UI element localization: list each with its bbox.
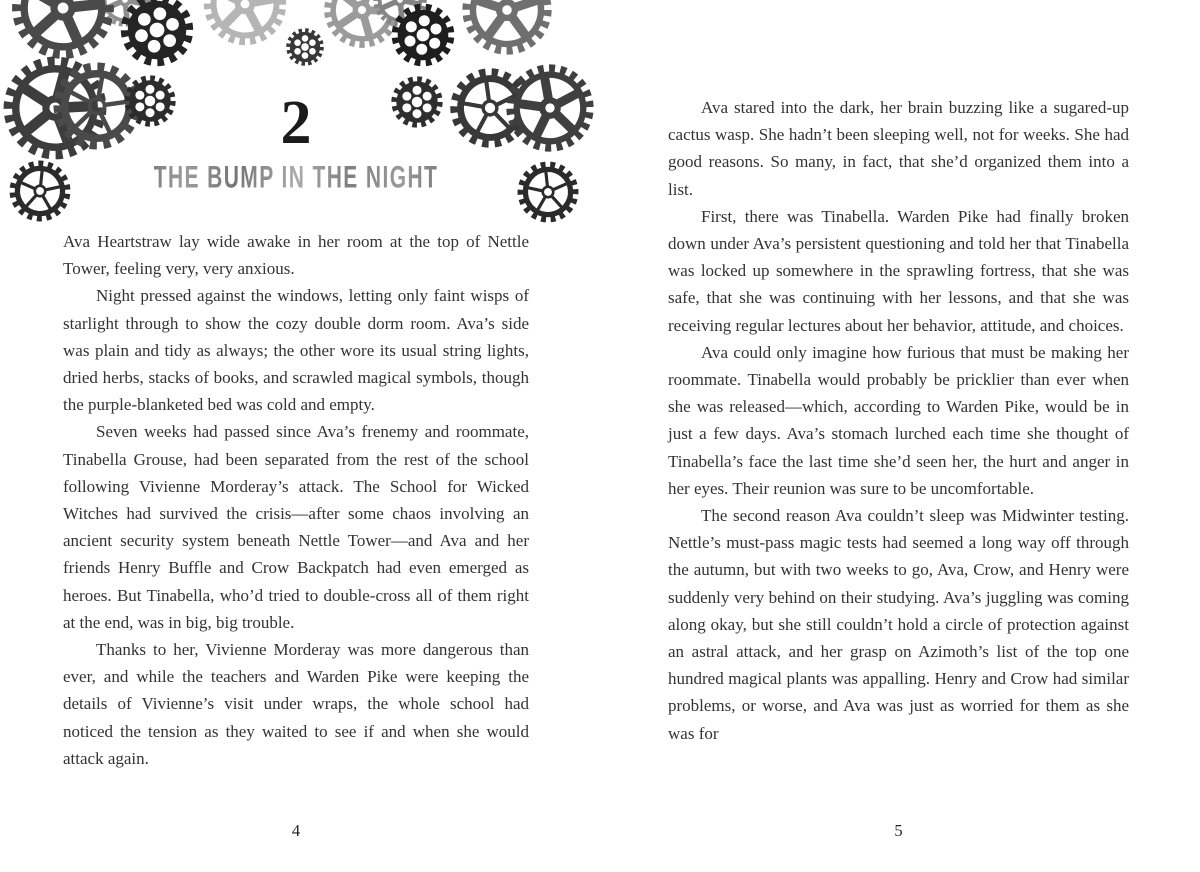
left-page xyxy=(63,0,529,872)
page-number-right: 5 xyxy=(894,821,903,840)
paragraph: First, there was Tinabella. Warden Pike had finally broken down under Ava’s persistent questioning and told her that Tinabella was locked up somewhere in the sprawling fortress, that she was safe, that she was continuing with her lessons, and that she was receiving regular lectures about her behavior, attitude, and choices. xyxy=(668,206,1129,335)
paragraph: Ava could only imagine how furious that must be making her roommate. Tinabella would probably be pricklier than ever when she was released—which, according to Warden Pike, would be in just a few days. Ava’s stomach lurched each time she thought of Tinabella’s face the last time she’d seen her, the hurt and anger in her eyes. Their reunion was sure to be uncomfortable. xyxy=(668,342,1129,498)
paragraph: Thanks to her, Vivienne Morderay was more dangerous than ever, and while the teachers and Warden Pike were keeping the details of Vivienne’s visit under wraps, the whole school had noticed the tension as they waited to see if and when she would attack again. xyxy=(63,640,529,768)
right-page xyxy=(668,0,1129,872)
paragraph: Night pressed against the windows, letting only faint wisps of starlight through to show the cozy double dorm room. Ava’s side was plain and tidy as always; the other wore its usual string lights, dried herbs, stacks of books, and scrawled magical symbols, though the purple-blanketed bed was cold and empty. xyxy=(63,286,529,415)
chapter-number: 2 xyxy=(280,89,312,157)
right-page-text xyxy=(668,94,1129,747)
paragraph: Seven weeks had passed since Ava’s frenemy and roommate, Tinabella Grouse, had been separated from the rest of the school following Vivienne Morderay’s attack. The School for Wicked Witches had survived the crisis—after some chaos involving an ancient security system beneath Nettle Tower—and Ava and her friends Henry Buffle and Crow Backpatch had even emerged as heroes. But Tinabella, who’d tried to double-cross all of them right at the end, was in big, big trouble. xyxy=(63,422,529,632)
paragraph: Ava Heartstraw lay wide awake in her room at the top of Nettle Tower, feeling very, very anxious. xyxy=(63,232,529,279)
left-page-text xyxy=(63,228,529,772)
paragraph: The second reason Ava couldn’t sleep was Midwinter testing. Nettle’s must-pass magic tests had seemed a long way off through the autumn, but with two weeks to go, Ava, Crow, and Henry were suddenly very behind on their studying. Ava’s juggling was coming along okay, but she still couldn’t hold a circle of protection against an astral attack, and her grasp on Azimoth’s list of the top one hundred magical plants was appalling. Henry and Crow had similar problems, or worse, and Ava was just as worried for them as she was for xyxy=(668,506,1129,743)
chapter-title: THE BUMP IN THE NIGHT xyxy=(133,161,459,195)
page-number-left: 4 xyxy=(291,821,301,840)
gear-icon xyxy=(10,161,70,221)
paragraph: Ava stared into the dark, her brain buzzing like a sugared-up cactus wasp. She hadn’t been sleeping well, not for weeks. She had good reasons. So many, in fact, that she’d organized them into a list. xyxy=(668,98,1129,199)
